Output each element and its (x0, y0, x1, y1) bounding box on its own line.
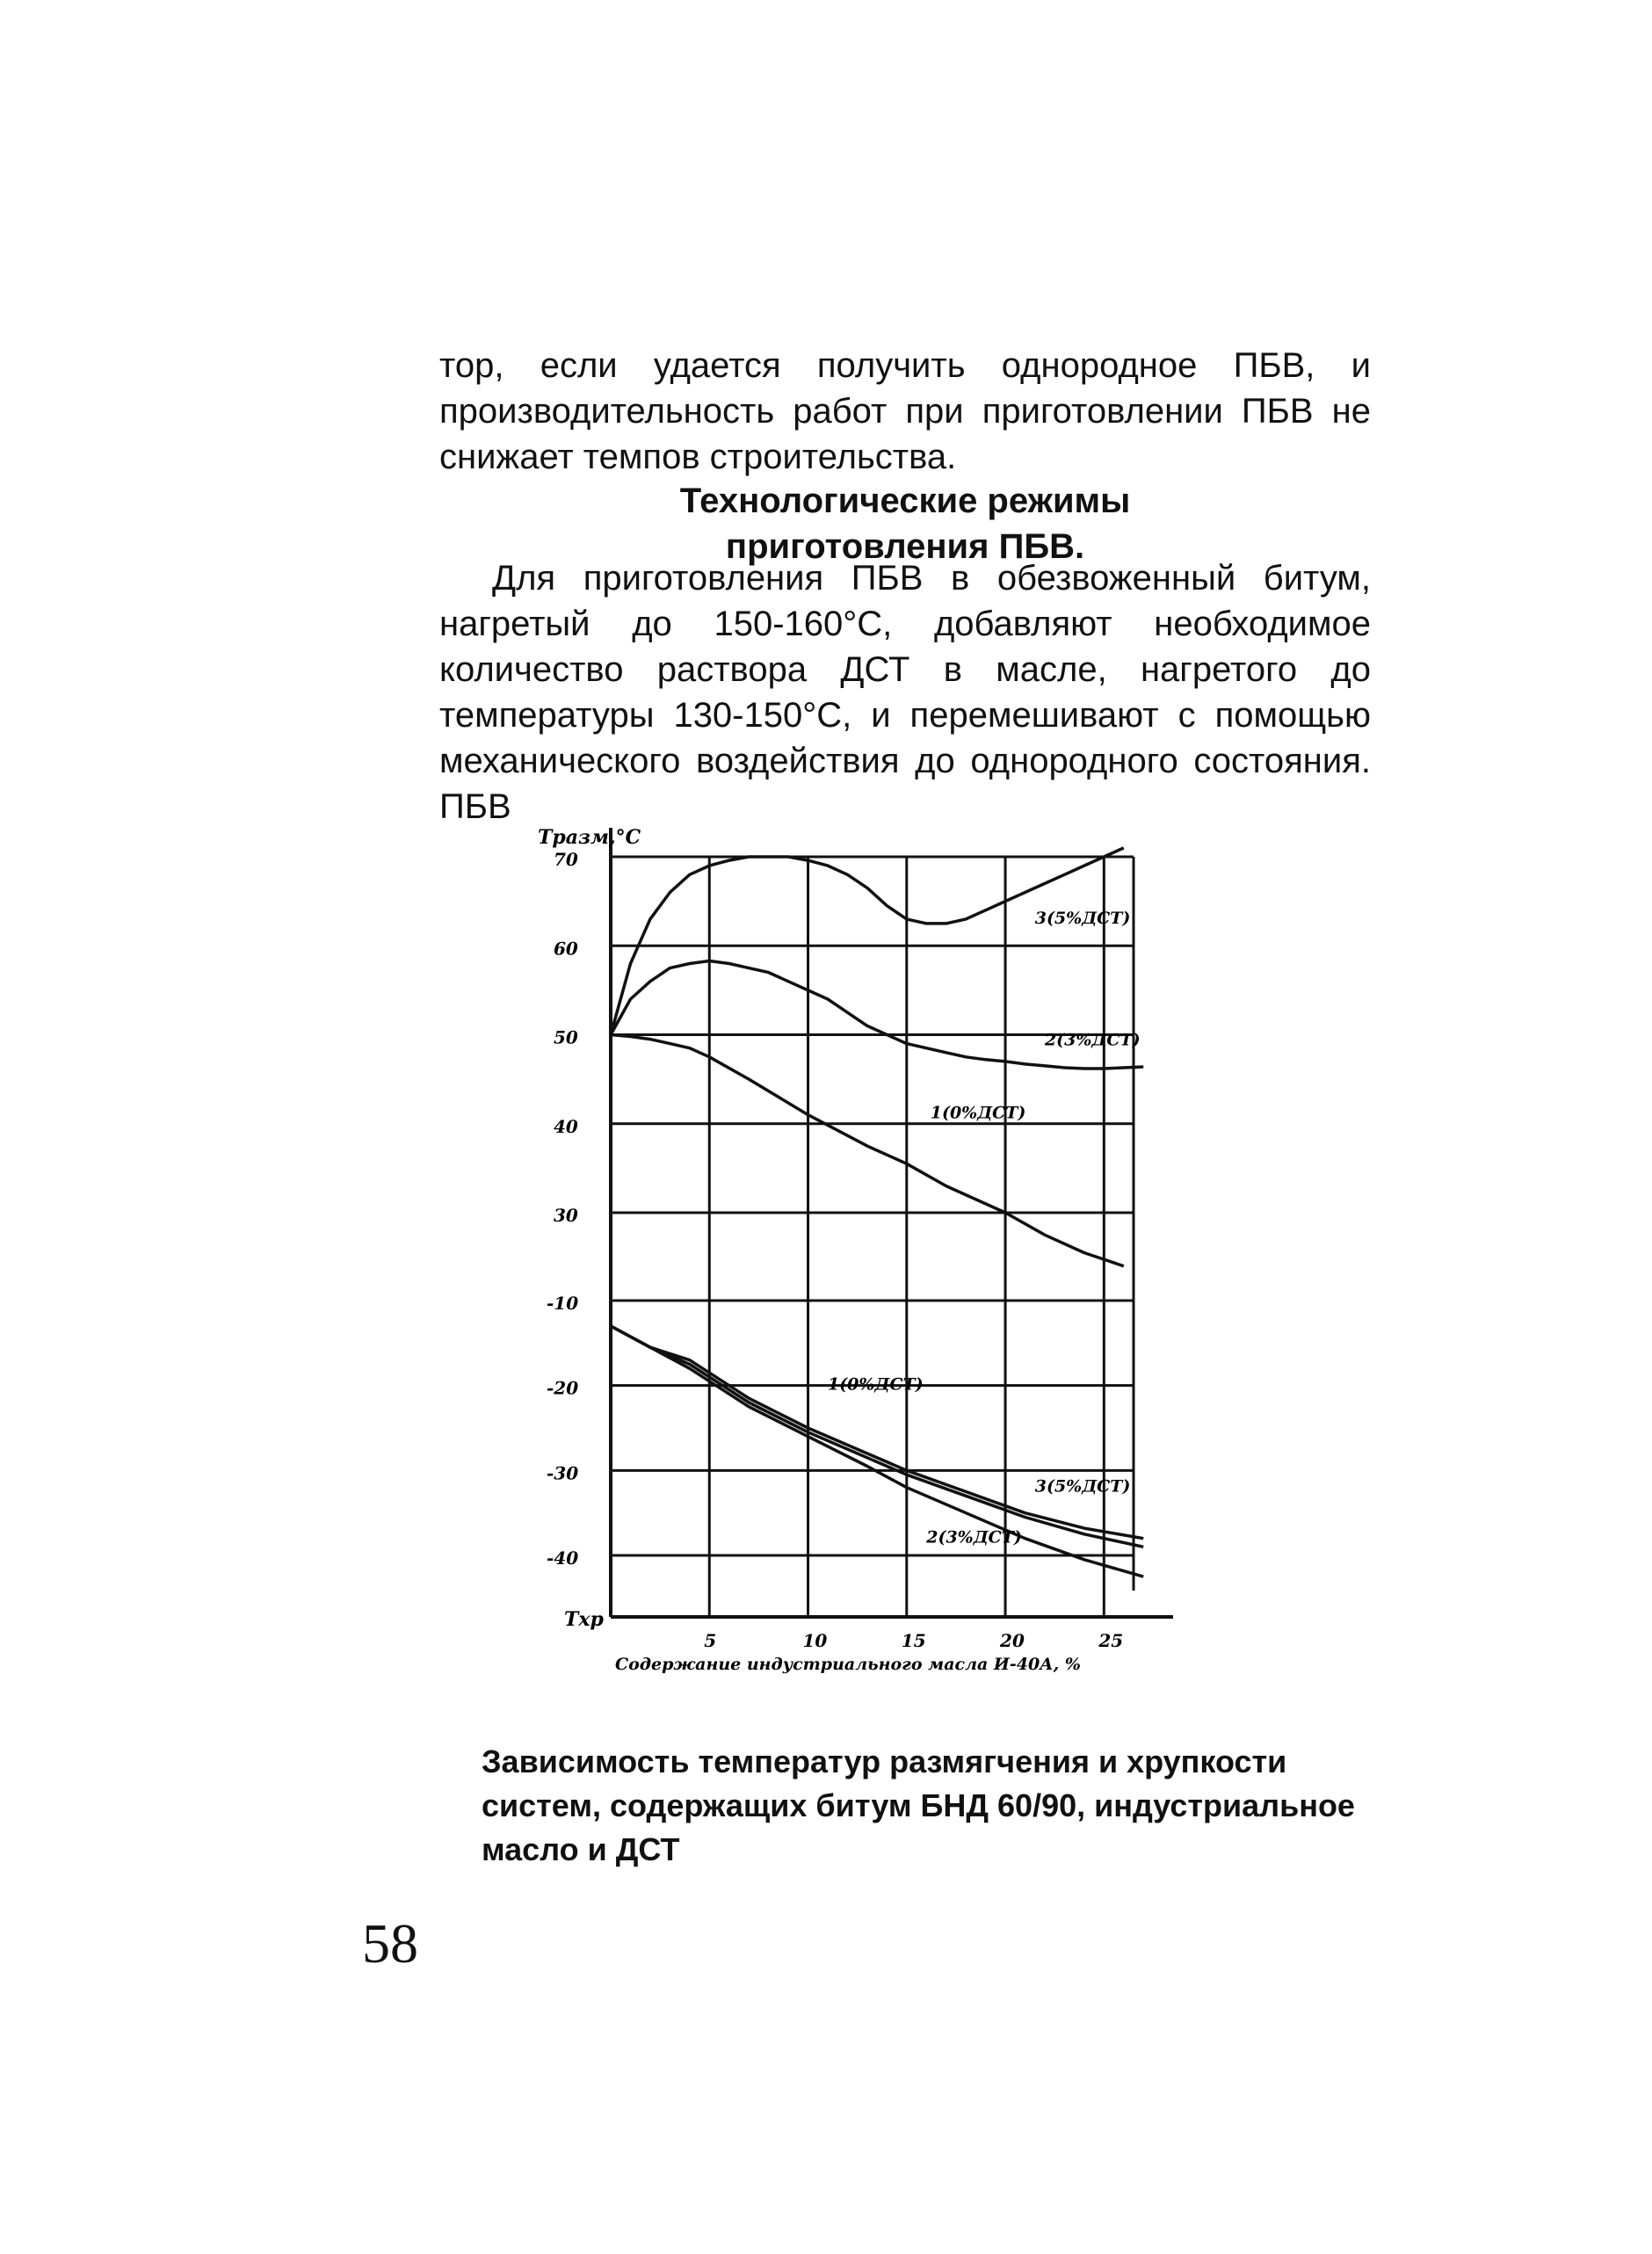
y-axis-label: Tразм,°С (538, 826, 641, 849)
y-axis-label-lower: Tхр (564, 1608, 604, 1631)
x-tick-label: 5 (704, 1630, 717, 1651)
x-tick-label: 15 (901, 1630, 926, 1651)
section-heading-line-1: Технологические режимы (679, 482, 1131, 520)
x-tick-label: 20 (1000, 1630, 1025, 1651)
paragraph-body: Для приготовления ПБВ в обезвоженный битум, нагретый до 150-160°С, добавляют необходимое количество раствора ДСТ в масле, нагретого до температуры 130-150°С, и перемешивают с помощью механического воздействия до однородного состояния. ПБВ (439, 559, 1371, 826)
series-label: 2(3%ДСТ) (926, 1527, 1022, 1547)
y-tick-label: -40 (547, 1547, 579, 1569)
y-tick-label: 40 (554, 1115, 578, 1137)
series-label: 1(0%ДСТ) (930, 1103, 1026, 1123)
y-tick-label: 50 (554, 1026, 578, 1048)
y-tick-label: -30 (547, 1462, 579, 1484)
y-tick-label: -20 (547, 1377, 579, 1399)
y-tick-label: 30 (554, 1205, 578, 1226)
y-tick-label: -10 (547, 1293, 579, 1314)
y-tick-label: 60 (554, 938, 578, 960)
x-tick-label: 10 (802, 1630, 828, 1651)
series-label: 3(5%ДСТ) (1034, 1476, 1131, 1497)
figure-caption: Зависимость температур размягчения и хрупкости систем, содержащих битум БНД 60/90, индустриальное масло и ДСТ (482, 1743, 1355, 1867)
series-label: 1(0%ДСТ) (827, 1374, 924, 1395)
x-axis-label: Содержание индустриального масла И-40А, % (615, 1655, 1081, 1674)
y-tick-label: 70 (554, 849, 578, 870)
series-line-softening (611, 961, 1143, 1069)
series-line-softening (611, 848, 1124, 1035)
chart-tick-labels (547, 849, 1123, 1651)
series-line-brittleness (611, 1326, 1143, 1539)
temperature-chart (501, 808, 1186, 1705)
series-labels (828, 909, 1141, 1547)
x-tick-label: 25 (1098, 1630, 1124, 1651)
series-label: 3(5%ДСТ) (1034, 908, 1131, 928)
series-line-softening (611, 1035, 1124, 1266)
section-heading-line-2: приготовления ПБВ. (725, 527, 1085, 566)
series-label: 2(3%ДСТ) (1044, 1030, 1141, 1050)
paragraph-intro: тор, если удается получить однородное ПБВ, и производительность работ при приготовлении ПБВ не снижает темпов строительства. (439, 346, 1371, 476)
chart-grid (611, 857, 1134, 1617)
page-number: 58 (362, 1912, 418, 1975)
